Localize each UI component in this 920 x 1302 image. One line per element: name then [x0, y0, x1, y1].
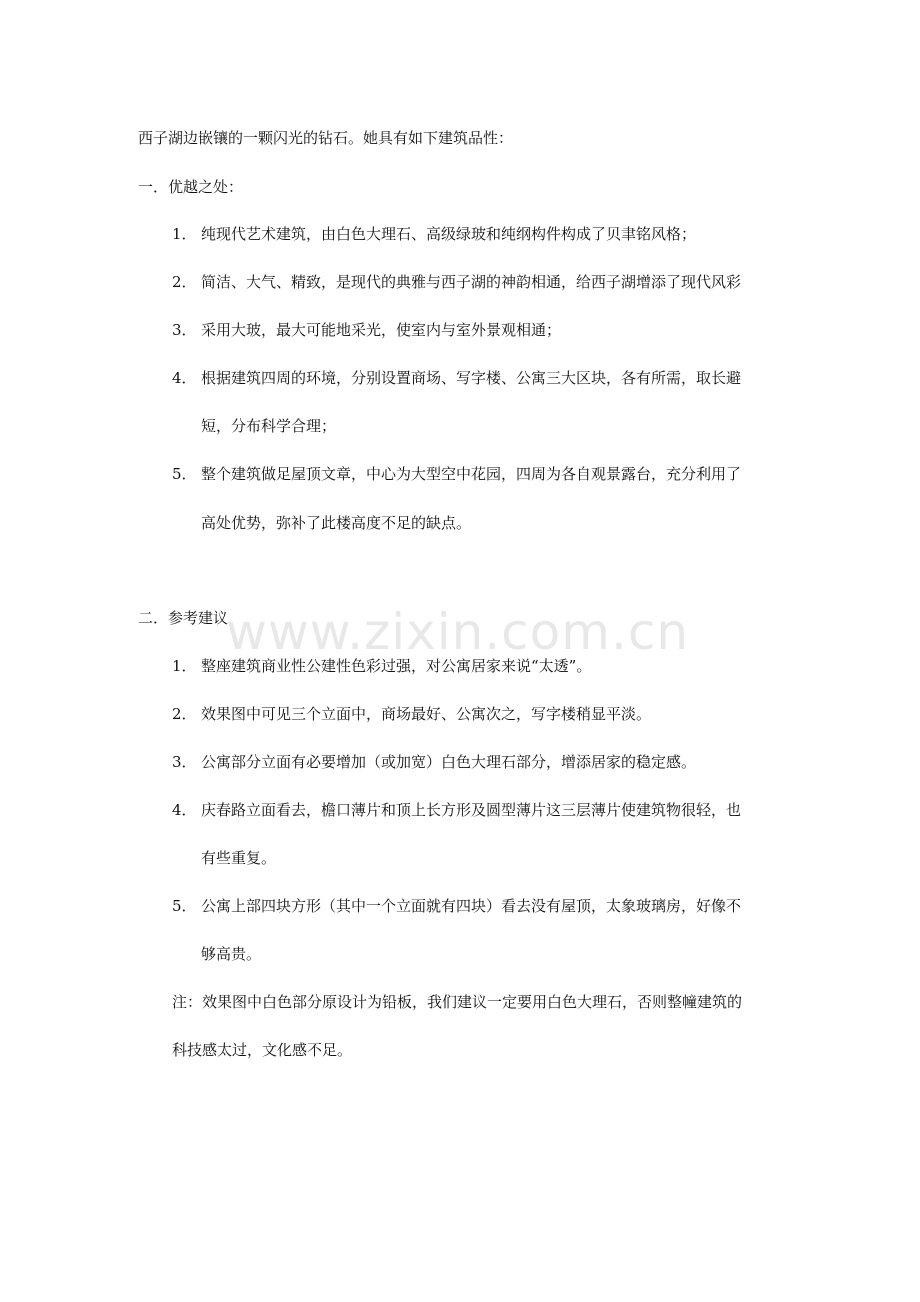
- item-number: 3．: [172, 753, 197, 771]
- item-number: 5．: [172, 465, 197, 483]
- note-text: 注：效果图中白色部分原设计为铅板，我们建议一定要用白色大理石，否则整幢建筑的: [172, 993, 743, 1011]
- item-text: 公寓上部四块方形（其中一个立面就有四块）看去没有屋顶，太象玻璃房，好像不: [201, 897, 742, 915]
- intro-text: 西子湖边嵌镶的一颗闪光的钻石。她具有如下建筑品性：: [138, 129, 514, 147]
- item-text: 公寓部分立面有必要增加（或加宽）白色大理石部分，增添居家的稳定感。: [201, 753, 697, 771]
- section2-heading: 二．参考建议: [138, 609, 229, 627]
- item-number: 2．: [172, 273, 197, 291]
- item-text: 根据建筑四周的环境，分别设置商场、写字楼、公寓三大区块，各有所需，取长避: [201, 369, 742, 387]
- item-text: 简洁、大气、精致，是现代的典雅与西子湖的神韵相通，给西子湖增添了现代风彩: [201, 273, 742, 291]
- item-text: 整个建筑做足屋顶文章，中心为大型空中花园，四周为各自观景露台，充分利用了: [201, 465, 742, 483]
- item-number: 4．: [172, 369, 197, 387]
- item-text: 效果图中可见三个立面中，商场最好、公寓次之，写字楼稍显平淡。: [201, 705, 652, 723]
- section1-heading: 一．优越之处：: [138, 178, 244, 196]
- watermark-text: www.zixin.com.cn: [226, 603, 690, 661]
- item-number: 2．: [172, 705, 197, 723]
- item-number: 3．: [172, 321, 197, 339]
- item-text-continued: 短，分布科学合理；: [201, 417, 337, 435]
- item-text-continued: 高处优势，弥补了此楼高度不足的缺点。: [201, 514, 472, 532]
- item-number: 1．: [172, 657, 197, 675]
- item-number: 1．: [172, 225, 197, 243]
- item-text-continued: 有些重复。: [201, 849, 277, 867]
- item-number: 5．: [172, 897, 197, 915]
- item-text: 纯现代艺术建筑，由白色大理石、高级绿玻和纯纲构件构成了贝聿铭风格；: [201, 225, 697, 243]
- item-text: 整座建筑商业性公建性色彩过强，对公寓居家来说“太透”。: [201, 657, 592, 675]
- item-number: 4．: [172, 801, 197, 819]
- item-text: 采用大玻，最大可能地采光，使室内与室外景观相通；: [201, 321, 562, 339]
- item-text-continued: 够高贵。: [201, 945, 262, 963]
- note-text-continued: 科技感太过，文化感不足。: [172, 1041, 353, 1059]
- item-text: 庆春路立面看去，檐口薄片和顶上长方形及圆型薄片这三层薄片使建筑物很轻，也: [201, 801, 742, 819]
